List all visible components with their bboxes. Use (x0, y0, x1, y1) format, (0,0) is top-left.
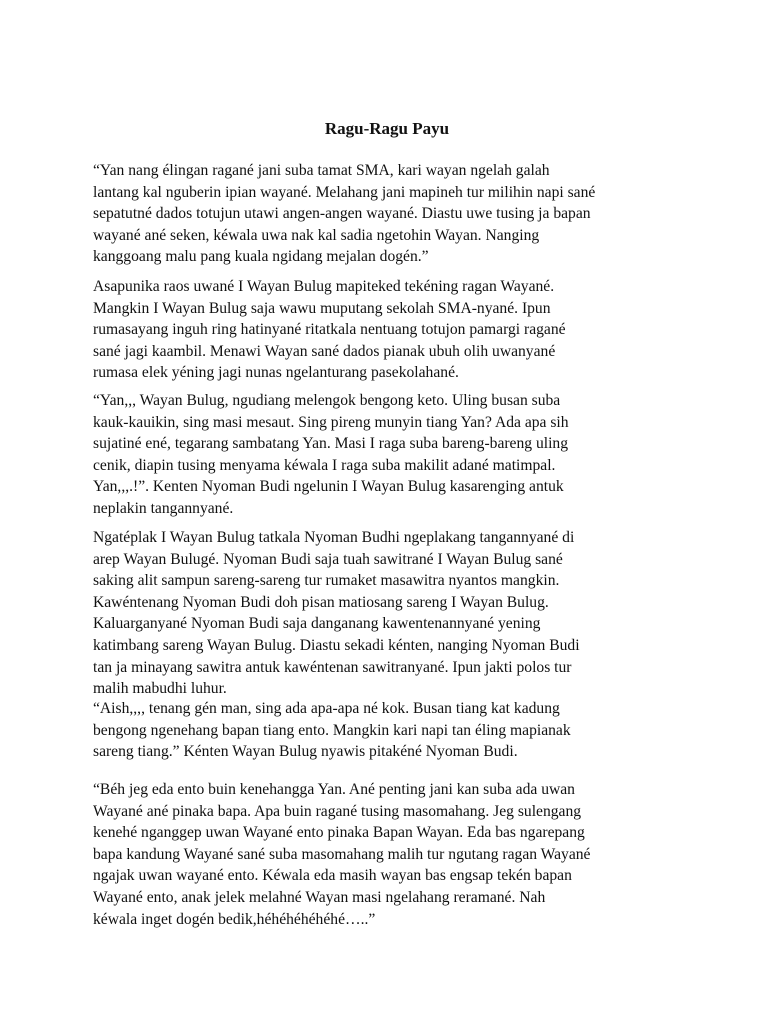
paragraph-5: “Aish,,,, tenang gén man, sing ada apa-apa né kok. Busan tiang kat kadung bengong ngenehang bapan tiang ento. Mangkin kari napi tan éling mapianak sareng tiang.” Kénten Wayan Bulug nyawis pitakéné Nyoman Budi. (93, 700, 571, 761)
paragraph-4: Ngatéplak I Wayan Bulug tatkala Nyoman Budhi ngeplakang tangannyané di arep Wayan Bulugé. Nyoman Budi saja tuah sawitrané I Wayan Bulug sané saking alit sampun sareng-sareng tur rumaket masawitra nyantos mangkin. Kawéntenang Nyoman Budi doh pisan matiosang sareng I Wayan Bulug. Kaluarganyané Nyoman Budi saja danganang kawentenannyané yening katimbang sareng Wayan Bulug. Diastu sekadi kénten, nanging Nyoman Budi tan ja minayang sawitra antuk kawéntenan sawitranyané. Ipun jakti polos tur malih mabudhi luhur. (93, 529, 580, 698)
paragraph-2: Asapunika raos uwané I Wayan Bulug mapiteked tekéning ragan Wayané. Mangkin I Wayan Bulug saja wawu muputang sekolah SMA-nyané. Ipun rumasayang inguh ring hatinyané ritatkala nentuang totujon pamargi ragané sané jagi kaambil. Menawi Wayan sané dados pianak ubuh olih uwanyané rumasa elek yéning jagi nunas ngelanturang pasekolahané. (93, 278, 566, 382)
paragraph-3: “Yan,,, Wayan Bulug, ngudiang melengok bengong keto. Uling busan suba kauk-kauikin, sing masi mesaut. Sing pireng munyin tiang Yan? Ada apa sih sujatiné ené, tegarang sambatang Yan. Masi I raga suba bareng-bareng uling cenik, diapin tusing menyama kéwala I raga suba makilit adané matimpal. Yan,,,.!”. Kenten Nyoman Budi ngelunin I Wayan Bulug kasarenging antuk neplakin tangannyané. (93, 392, 569, 517)
document-title: Ragu-Ragu Payu (324, 119, 450, 138)
paragraph-1: “Yan nang élingan ragané jani suba tamat SMA, kari wayan ngelah galah lantang kal nguberin ipian wayané. Melahang jani mapineh tur milihin napi sané sepatutné dados totujun utawi angen-angen wayané. Diastu uwe tusing ja bapan wayané ané seken, kéwala uwa nak kal sadia ngetohin Wayan. Nanging kanggoang malu pang kuala ngidang mejalan dogén.” (93, 162, 596, 266)
paragraph-6: “Béh jeg eda ento buin kenehangga Yan. Ané penting jani kan suba ada uwan Wayané ané pinaka bapa. Apa buin ragané tusing masomahang. Jeg sulengang kenehé nganggep uwan Wayané ento pinaka Bapan Wayan. Eda bas ngarepang bapa kandung Wayané sané suba masomahang malih tur ngutang ragan Wayané ngajak uwan wayané ento. Kéwala eda masih wayan bas engsap tekén bapan Wayané ento, anak jelek melahné Wayan masi ngelahang reramané. Nah kéwala inget dogén bedik,héhéhéhéhéhé…..” (93, 781, 591, 928)
document-page (93, 0, 681, 1024)
